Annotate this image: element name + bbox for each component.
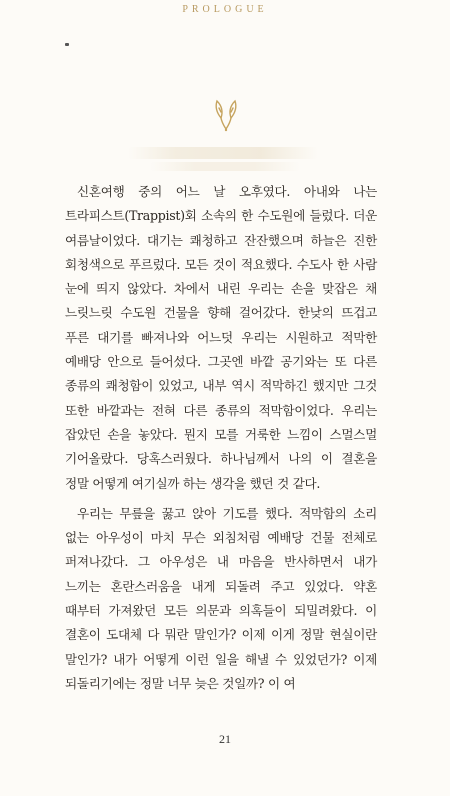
body-text	[65, 180, 377, 696]
faded-epigraph-line	[150, 162, 300, 171]
print-speck	[65, 43, 69, 46]
faded-epigraph-line	[128, 147, 318, 159]
leaf-ornament-icon	[213, 98, 239, 132]
running-header: PROLOGUE	[182, 4, 268, 15]
paragraph: 신혼여행 중의 어느 날 오후였다. 아내와 나는 트라피스트(Trappist)회 소속의 한 수도원에 들렀다. 더운 여름날이었다. 대기는 쾌청하고 잔잔했으며 하늘은 진한 회청색으로 푸르렀다. 모든 것이 적요했다. 수도사 한 사람 눈에 띄지 않았다. 차에서 내린 우리는 손을 맞잡은 채 느릿느릿 수도원 건물을 향해 걸어갔다. 한낮의 뜨겁고 푸른 대기를 빠져나와 어느덧 우리는 시원하고 적막한 예배당 안으로 들어섰다. 그곳엔 바깥 공기와는 또 다른 종류의 쾌청함이 있었고, 내부 역시 적막하긴 했지만 그것 또한 바깥과는 전혀 다른 종류의 적막함이었다. 우리는 잡았던 손을 놓았다. 뭔지 모를 거룩한 느낌이 스멀스멀 기어올랐다. 당혹스러웠다. 하나님께서 나의 이 결혼을 정말 어떻게 여기실까 하는 생각을 했던 것 같다.	[65, 184, 377, 491]
paragraph: 우리는 무릎을 꿇고 앉아 기도를 했다. 적막함의 소리 없는 아우성이 마치 무슨 외침처럼 예배당 건물 전체로 퍼져나갔다. 그 아우성은 내 마음을 반사하면서 내가 느끼는 혼란스러움을 내게 되돌려 주고 있었다. 약혼 때부터 가져왔던 모든 의문과 의혹들이 되밀려왔다. 이 결혼이 도대체 다 뭐란 말인가? 이제 이게 정말 현실이란 말인가? 내가 어떻게 이런 일을 해낼 수 있었던가? 이제 되돌리기에는 정말 너무 늦은 것일까? 이 여	[65, 505, 377, 691]
page-number: 21	[219, 732, 231, 746]
